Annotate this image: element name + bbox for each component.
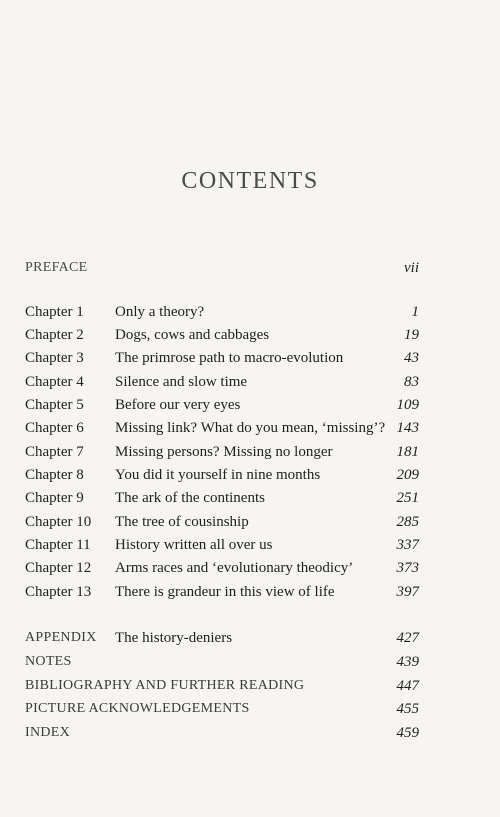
chapter-label: Chapter 9 <box>25 490 84 506</box>
page-number: 447 <box>396 678 419 694</box>
page-title: CONTENTS <box>181 168 319 194</box>
toc-entry-chapter-13[interactable] <box>25 582 419 602</box>
chapter-label: Chapter 7 <box>25 444 84 460</box>
toc-entry-chapter-7[interactable] <box>25 442 419 462</box>
chapter-label: Chapter 5 <box>25 397 84 413</box>
chapter-label: Chapter 1 <box>25 304 84 320</box>
chapter-title: Only a theory? <box>115 304 205 320</box>
page-number: 373 <box>396 560 419 576</box>
bibliography-label: BIBLIOGRAPHY AND FURTHER READING <box>25 678 305 693</box>
chapter-title: There is grandeur in this view of life <box>115 584 335 600</box>
chapter-title: Arms races and ‘evolutionary theodicy’ <box>115 560 354 576</box>
page-number: 251 <box>396 490 419 506</box>
preface-label: PREFACE <box>25 260 88 275</box>
toc-entry-chapter-11[interactable] <box>25 535 419 555</box>
chapter-title: The primrose path to macro-evolution <box>115 350 344 366</box>
chapter-title: Before our very eyes <box>115 397 241 413</box>
chapter-title: You did it yourself in nine months <box>115 467 321 483</box>
toc-entry-index[interactable] <box>25 723 419 743</box>
picture-acknowledgements-label: PICTURE ACKNOWLEDGEMENTS <box>25 701 250 716</box>
page-number: 209 <box>396 467 419 483</box>
page-number: 1 <box>411 304 419 320</box>
chapter-label: Chapter 8 <box>25 467 84 483</box>
toc-entry-chapter-4[interactable] <box>25 372 419 392</box>
chapter-title: Dogs, cows and cabbages <box>115 327 270 343</box>
page-number: 43 <box>404 350 419 366</box>
page-number: 337 <box>396 537 419 553</box>
page-number: 439 <box>396 654 419 670</box>
toc-entry-bibliography[interactable] <box>25 676 419 696</box>
chapter-title: Silence and slow time <box>115 374 248 390</box>
toc-entry-chapter-3[interactable] <box>25 348 419 368</box>
notes-label: NOTES <box>25 654 72 669</box>
page-number: 285 <box>396 514 419 530</box>
page-number: 181 <box>396 444 419 460</box>
chapter-title: Missing link? What do you mean, ‘missing’? <box>115 420 386 436</box>
appendix-label: APPENDIX <box>25 630 97 645</box>
chapter-title: The ark of the continents <box>115 490 265 506</box>
chapter-label: Chapter 10 <box>25 514 92 530</box>
page-number: 143 <box>396 420 419 436</box>
chapter-label: Chapter 3 <box>25 350 84 366</box>
page-number: 83 <box>404 374 419 390</box>
chapter-title: The tree of cousinship <box>115 514 249 530</box>
toc-entry-preface[interactable] <box>25 258 419 278</box>
chapter-label: Chapter 2 <box>25 327 84 343</box>
toc-entry-appendix[interactable] <box>25 628 419 648</box>
appendix-title: The history-deniers <box>115 630 233 646</box>
toc-entry-chapter-2[interactable] <box>25 325 419 345</box>
chapter-label: Chapter 6 <box>25 420 84 436</box>
toc-entry-chapter-1[interactable] <box>25 302 419 322</box>
toc-entry-chapter-5[interactable] <box>25 395 419 415</box>
page-number: 455 <box>396 701 419 717</box>
chapter-label: Chapter 12 <box>25 560 92 576</box>
chapter-title: Missing persons? Missing no longer <box>115 444 333 460</box>
page-number: 109 <box>396 397 419 413</box>
page-number: 19 <box>404 327 419 343</box>
chapter-title: History written all over us <box>115 537 273 553</box>
chapter-label: Chapter 13 <box>25 584 92 600</box>
toc-entry-chapter-6[interactable] <box>25 418 419 438</box>
toc-entry-chapter-9[interactable] <box>25 488 419 508</box>
chapter-label: Chapter 11 <box>25 537 91 553</box>
toc-entry-chapter-12[interactable] <box>25 558 419 578</box>
toc-entry-chapter-10[interactable] <box>25 512 419 532</box>
index-label: INDEX <box>25 725 71 740</box>
page-number: 397 <box>396 584 419 600</box>
page-number: 459 <box>396 725 419 741</box>
page-number: vii <box>404 260 419 276</box>
toc-entry-picture-acknowledgements[interactable] <box>25 699 419 719</box>
chapter-label: Chapter 4 <box>25 374 84 390</box>
toc-entry-notes[interactable] <box>25 652 419 672</box>
toc-entry-chapter-8[interactable] <box>25 465 419 485</box>
page-number: 427 <box>396 630 419 646</box>
